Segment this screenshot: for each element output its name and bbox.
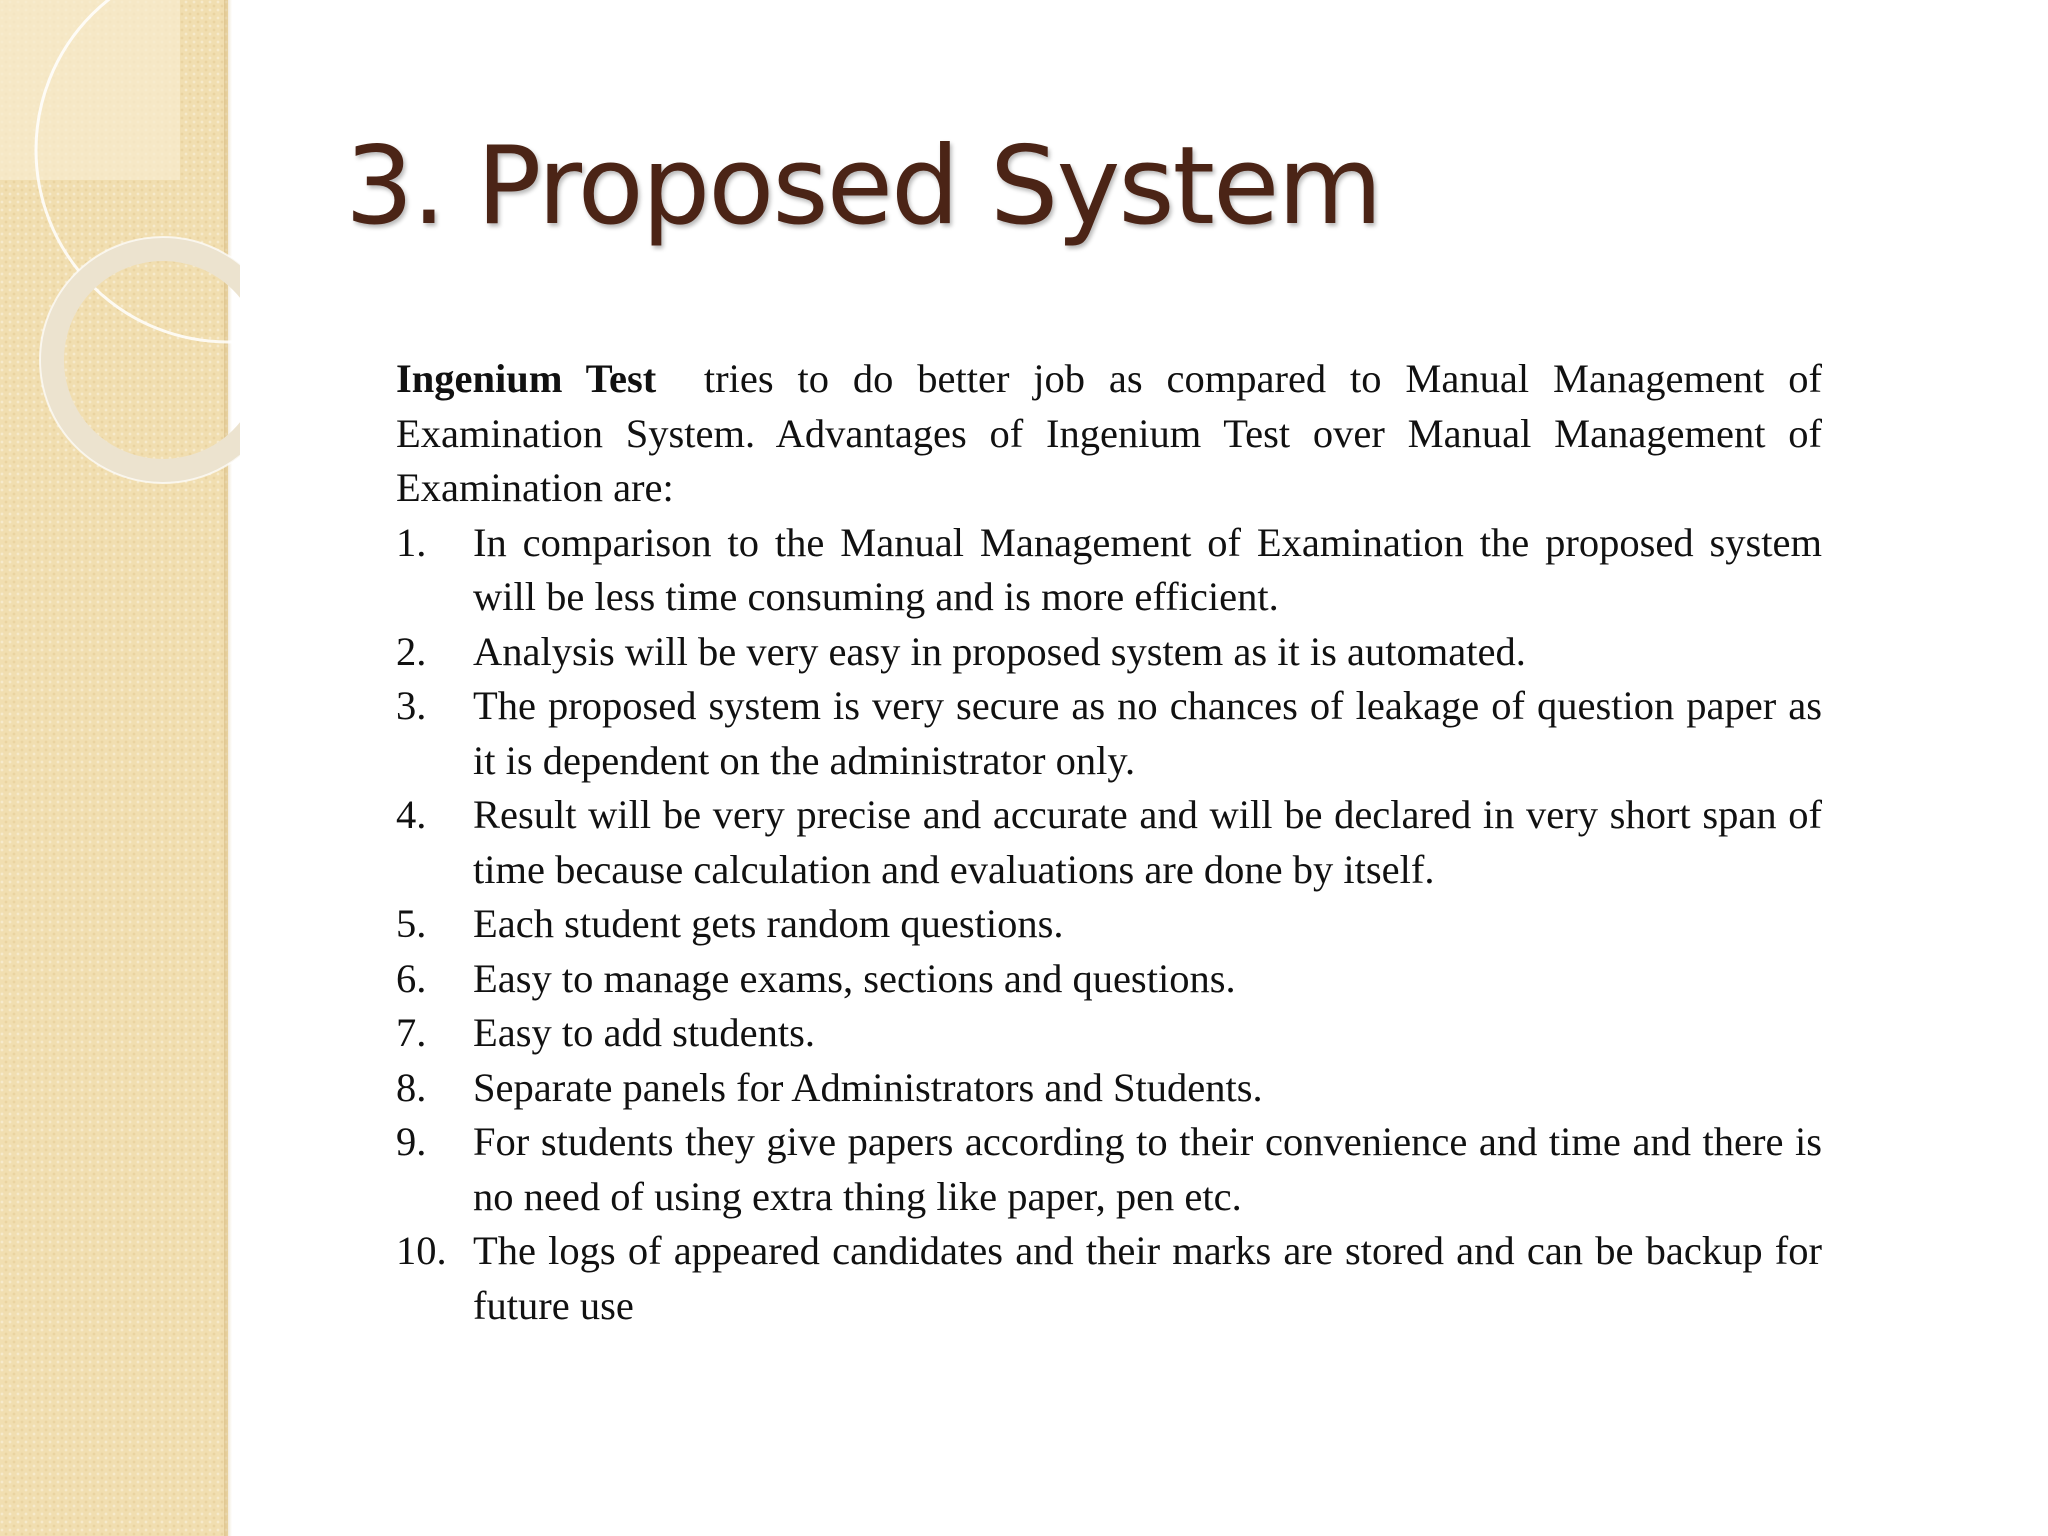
list-item-text: Analysis will be very easy in proposed system as it is automated. — [473, 628, 1526, 674]
list-item-number: 8. — [396, 1064, 427, 1110]
list-item-text: The proposed system is very secure as no chances of leakage of question paper as it is dependent on the administrator only. — [473, 683, 1822, 783]
list-item-text: Easy to add students. — [473, 1010, 815, 1055]
list-item-text: In comparison to the Manual Management of Examination the proposed system will be less time consuming and is more efficient. — [473, 519, 1822, 619]
decorative-circles — [0, 0, 240, 520]
list-item-text: Separate panels for Administrators and Students. — [473, 1064, 1263, 1110]
list-item — [396, 952, 1822, 1007]
decorative-thick-ring — [52, 249, 240, 471]
list-item-text: For students they give papers according to their convenience and time and there is no need of using extra thing like paper, pen etc. — [473, 1119, 1822, 1219]
advantages-list — [396, 516, 1822, 1334]
list-item — [396, 1224, 1822, 1333]
list-item-number: 7. — [396, 1010, 427, 1055]
list-item-text: The logs of appeared candidates and their marks are stored and can be backup for future use — [473, 1228, 1822, 1328]
list-item — [396, 1115, 1822, 1224]
list-item-number: 9. — [396, 1119, 427, 1164]
list-item-number: 5. — [396, 901, 427, 946]
slide-title: 3. Proposed System — [345, 124, 1381, 249]
list-item — [396, 679, 1822, 788]
intro-paragraph — [396, 352, 1833, 516]
list-item-number: 2. — [396, 628, 427, 674]
list-item-number: 1. — [396, 519, 427, 565]
list-item — [396, 1061, 1822, 1116]
decorative-ring-highlight — [40, 237, 240, 483]
list-item-text: Easy to manage exams, sections and questions. — [473, 955, 1236, 1001]
list-item — [396, 625, 1822, 680]
list-item — [396, 897, 1822, 952]
slide-body — [396, 352, 1833, 1333]
decorative-tile — [0, 0, 180, 180]
list-item — [396, 788, 1822, 897]
list-item-text: Result will be very precise and accurate and will be declared in very short span of time because calculation and evaluations are done by itself. — [473, 792, 1822, 892]
intro-text: tries to do better job as compared to Manual Management of Examination System. Advantages of Ingenium Test over Manual Management of Examination are: — [396, 356, 1833, 510]
list-item-number: 10. — [396, 1228, 447, 1273]
intro-lead: Ingenium Test — [396, 356, 657, 401]
list-item-number: 3. — [396, 683, 427, 728]
list-item — [396, 516, 1822, 625]
list-item — [396, 1006, 1822, 1061]
list-item-number: 4. — [396, 792, 427, 837]
list-item-text: Each student gets random questions. — [473, 901, 1064, 946]
list-item-number: 6. — [396, 955, 427, 1001]
